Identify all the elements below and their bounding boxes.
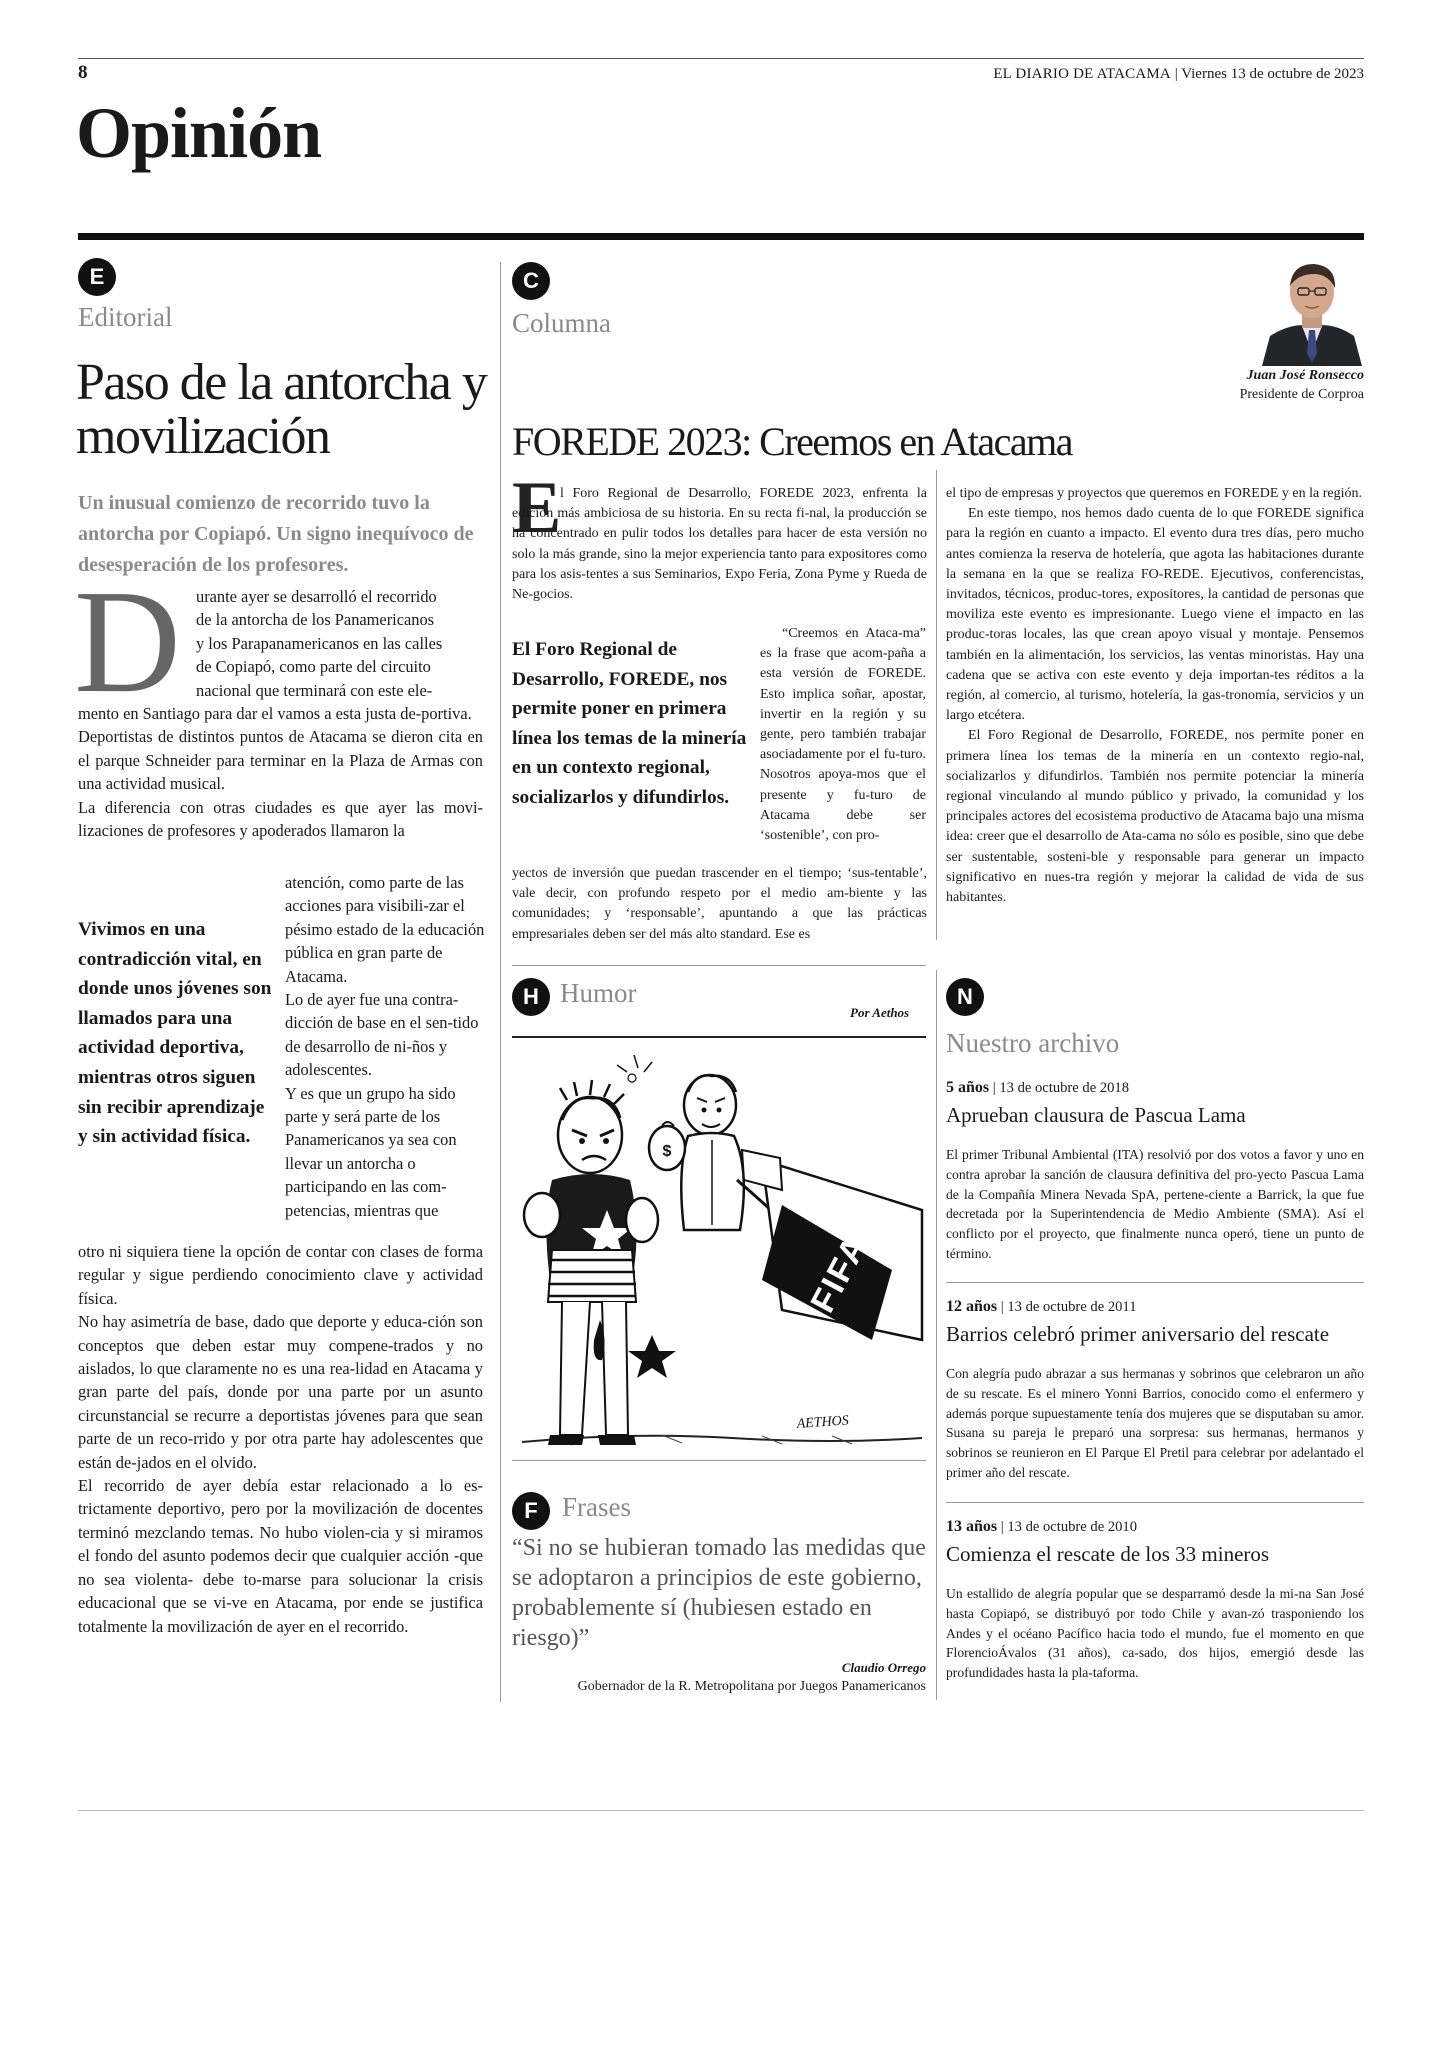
humor-cartoon (512, 1040, 926, 1455)
archivo-years: 13 años (946, 1518, 998, 1535)
archivo-years: 12 años (946, 1298, 998, 1315)
editorial-paragraph: La diferencia con otras ciudades es que ayer las movi-lizaciones de profesores y apoderados llamaron la (78, 797, 483, 841)
humor-badge: H (512, 978, 550, 1016)
columna-paragraph: En este tiempo, nos hemos dado cuenta de lo que FOREDE significa para la región en cuanto a impacto. El evento dura tres días, pero mucho antes comienza la reserva de hotelería, que agota las habitaciones durante la semana en la que se realiza FO-REDE. Ejecutivos, conferencistas, invitados, técnicos, produc-tores, expositores, la cantidad de personas que moviliza este evento es impresionante. Luego viene el impacto en las produc-toras locales, las que crean apoyo visual y montaje. Pensemos también en la alimentación, los servicios, las ventas minoristas. Hay una cadena que se activa con este evento y deja importan-tes réditos a la región, al comercio, al turismo, hotelería, la gas-tronomía, servicios y un largo etcétera. (946, 506, 1364, 724)
archivo-years: 5 años (946, 1079, 990, 1096)
archivo-item-body: El primer Tribunal Ambiental (ITA) resolvió por dos votos a favor y uno en contra aprobar la sanción de clausura definitiva del pro-yecto Pascua Lama de la Compañía Minera Nevada SpA, pertene-ciente a Barrick, la que fue decretada por la Superintendencia de Medio Ambiente (SMA). Así el conflicto por el proyecto, que finalmente nunca operó, tiene un punto de término. (946, 1147, 1364, 1261)
columna-paragraph: l Foro Regional de Desarrollo, FOREDE 2023, enfrenta la edición más ambiciosa de su historia. En su recta fi-nal, la producción se ha concentrado en pulir todos los detalles para hacer de esta versión no solo la más grande, sino la mejor experiencia tanto para expositores como para los asis-tentes a sus Seminarios, Expo Feria, Zona Pyme y Rueda de Ne-gocios. (512, 486, 927, 603)
column-divider (936, 470, 937, 940)
columna-kicker: Columna (512, 308, 611, 338)
editorial-body-bottom (78, 1240, 483, 1638)
cartoon-signature: AETHOS (796, 1413, 850, 1432)
editorial-paragraph: mento en Santiago para dar el vamos a esta justa de-portiva. (78, 704, 472, 724)
archivo-item-meta (946, 1518, 1137, 1536)
editorial-headline: Paso de la antorcha y movilización (76, 354, 487, 465)
archivo-item-meta (946, 1298, 1137, 1316)
editorial-line: de la antorcha de los Panamericanos (196, 610, 435, 630)
humor-byline: Por Aethos (850, 1005, 910, 1020)
footer-rule (78, 1810, 1364, 1811)
archivo-kicker: Nuestro archivo (946, 1028, 1120, 1058)
editorial-line: de Copiapó, como parte del circuito (196, 657, 431, 677)
masthead-separator: | (1174, 66, 1182, 82)
editorial-line: nacional que terminará con este ele- (196, 680, 433, 700)
editorial-paragraph: atención, como parte de las acciones para visibili-zar el pésimo estado de la educación pública en gran parte de Atacama. (285, 873, 485, 986)
humor-rule (512, 1036, 926, 1038)
column-divider (936, 970, 937, 1700)
columna-headline: FOREDE 2023: Creemos en Atacama (512, 419, 1073, 464)
editorial-paragraph: Y es que un grupo ha sido parte y será parte de los Panamericanos ya sea con llevar un antorcha o participando en las com-petencias, mientras que (285, 1083, 457, 1220)
archivo-item-title: Comienza el rescate de los 33 mineros (946, 1542, 1270, 1566)
author-role: Presidente de Corproa (1239, 387, 1364, 402)
editorial-deck: Un inusual comienzo de recorrido tuvo la antorcha por Copiapó. Un signo inequívoco de desesperación de los profesores. (78, 492, 474, 576)
cartoon-image (512, 1040, 926, 1455)
archivo-date: 13 de octubre de 2011 (1007, 1299, 1137, 1315)
author-portrait-image (1262, 256, 1362, 366)
editorial-pull-quote: Vivimos en una contradicción vital, en donde unos jóvenes son llamados para una actividad deportiva, mientras otros siguen sin recibir aprendizaje y sin actividad física. (78, 919, 272, 1148)
section-rule (78, 233, 1364, 240)
editorial-body-top (78, 585, 483, 842)
columna-body-right (946, 484, 1364, 908)
top-rule (78, 58, 1364, 59)
editorial-paragraph: El recorrido de ayer debía estar relacionado a lo es-trictamente deportivo, pero por la movilización de docentes terminó mezclando temas. No hubo violen-cia y si miramos el fondo del asunto podemos decir que cualquier acción -que no sea violenta- debe to-marse para solucionar la crisis educacional que se vi-ve en Atacama, por ende se justifica totalmente la movilización de ayer en el recorrido. (78, 1476, 483, 1636)
publication-name: EL DIARIO DE ATACAMA (993, 66, 1171, 82)
columna-paragraph: El Foro Regional de Desarrollo, FOREDE, nos permite poner en primera línea los temas de la minería en un contexto regio-nal, socializarlos y difundirlos. También nos permite potenciar la minería regional vinculando al mundo público y privado, la comunidad y los principales actores del ecosistema productivo de Atacama bajo una misma idea: creer que el desarrollo de Ata-cama no sólo es posible, sino que debe ser sustentable, sosteni-ble y responsable para generar un impacto significativo en nues-tra región y mejorar la calidad de vida de sus habitantes. (946, 728, 1364, 906)
editorial-paragraph: Deportistas de distintos puntos de Atacama se dieron cita en el parque Schneider para terminar en la Plaza de Armas con una actividad musical. (78, 727, 483, 794)
editorial-paragraph: Lo de ayer fue una contra-dicción de base en el sen-tido de desarrollo de ni-ños y adolescentes. (285, 990, 479, 1080)
columna-paragraph: “Creemos en Ataca-ma” es la frase que acom-paña a esta versión de FOREDE. Esto implica soñar, apostar, invertir en la región y su gente, pero también trabajar asociadamente por el fu-turo. Nosotros apoya-mos que el presente y fu-turo de Atacama debe ser ‘sostenible’, con pro- (760, 626, 926, 844)
frases-author: Claudio Orrego (841, 1660, 926, 1675)
columna-body-bottom (512, 864, 927, 945)
columna-pull-quote: El Foro Regional de Desarrollo, FOREDE, nos permite poner en primera línea los temas de la minería en un contexto regional, socializarlos y difundirlos. (512, 639, 747, 808)
author-name: Juan José Ronsecco (1246, 368, 1364, 383)
masthead (993, 66, 1364, 83)
archivo-item-meta (946, 1079, 1129, 1097)
editorial-kicker: Editorial (78, 302, 173, 332)
archivo-date: 13 de octubre de 2018 (999, 1080, 1130, 1096)
archivo-badge: N (946, 978, 984, 1016)
meta-separator: | (989, 1080, 1000, 1096)
meta-separator: | (997, 1299, 1008, 1315)
frases-kicker: Frases (562, 1492, 631, 1522)
editorial-paragraph: otro ni siquiera tiene la opción de contar con clases de forma regular y sigue perdiendo conocimiento clave y actividad física. (78, 1242, 483, 1308)
editorial-body-side (285, 871, 485, 1222)
archivo-item-title: Barrios celebró primer aniversario del rescate (946, 1322, 1330, 1346)
svg-text:$: $ (662, 1143, 672, 1160)
archivo-date: 13 de octubre de 2010 (1007, 1519, 1138, 1535)
frases-author-role: Gobernador de la R. Metropolitana por Juegos Panamericanos (577, 1679, 926, 1694)
archivo-item-title: Aprueban clausura de Pascua Lama (946, 1103, 1246, 1127)
issue-date: Viernes 13 de octubre de 2023 (1181, 66, 1364, 82)
columna-paragraph: yectos de inversión que puedan trascender en el tiempo; ‘sus-tentable’, vale decir, con profundo respeto por el medio am-biente y las comunidades; y ‘responsable’, apuntando a que las prácticas empresariales deben ser del más alto standard. Ese es (512, 866, 927, 942)
frases-badge: F (512, 1492, 550, 1530)
section-divider (512, 965, 926, 966)
column-divider (500, 262, 501, 1702)
columna-body-side (760, 624, 926, 846)
editorial-line: y los Parapanamericanos en las calles (196, 633, 443, 653)
editorial-dropcap-lines (78, 585, 483, 702)
editorial-badge: E (78, 258, 116, 296)
frases-quote: “Si no se hubieran tomado las medidas que se adoptaron a principios de este gobierno, probablemente sí (hubiesen estado en riesgo)” (512, 1535, 926, 1651)
humor-kicker: Humor (560, 978, 637, 1008)
author-portrait (1262, 256, 1362, 366)
archivo-item-body: Con alegría pudo abrazar a sus hermanas y sobrinos que celebraron un año de su rescate. Es el minero Yonni Barrios, conocido como el enfermero y además porque supuestamente tenía dos mujeres que se disputaban su amor. Susana su pareja le preparó una sorpresa: sus hermanas, hermanos y sobrinos se reunieron en El Parque El Pretil para celebrar por adelantado el primer año del rescate. (946, 1366, 1364, 1480)
columna-body-intro (512, 484, 927, 605)
columna-dropcap: E (512, 467, 562, 549)
archivo-item-body: Un estallido de alegría popular que se desparramó desde la mi-na San José hasta Copiapó, se distribuyó por todo Chile y avan-zó trasponiendo los Andes y el océano Pacífico hacia todo el mundo, fue el momento en que FlorencioÁvalos (31 años), ca-sado, dos hijos, emergió desde las profundidades hasta la pla-taforma. (946, 1586, 1364, 1681)
meta-separator: | (997, 1519, 1008, 1535)
columna-paragraph: el tipo de empresas y proyectos que queremos en FOREDE y en la región. (946, 486, 1363, 501)
archivo-divider (946, 1282, 1364, 1283)
columna-badge: C (512, 262, 550, 300)
editorial-dropcap: D (74, 560, 181, 724)
archivo-divider (946, 1502, 1364, 1503)
section-divider (512, 1460, 926, 1461)
editorial-paragraph: No hay asimetría de base, dado que deporte y educa-ción son conceptos que deben estar muy compene-trados y no aislados, lo que claramente no es una rea-lidad en Atacama y gran parte del país, donde por una parte por un asunto circunstancial se recurre a deportistas jóvenes para que sean parte de un reco-rrido y por otra parte hay adolescentes que están de-jados en el olvido. (78, 1312, 483, 1472)
editorial-line: urante ayer se desarrolló el recorrido (196, 587, 437, 606)
section-title: Opinión (76, 93, 322, 173)
page-number: 8 (78, 62, 88, 83)
cartoon-sleeve-text: FIFA (803, 1228, 876, 1319)
